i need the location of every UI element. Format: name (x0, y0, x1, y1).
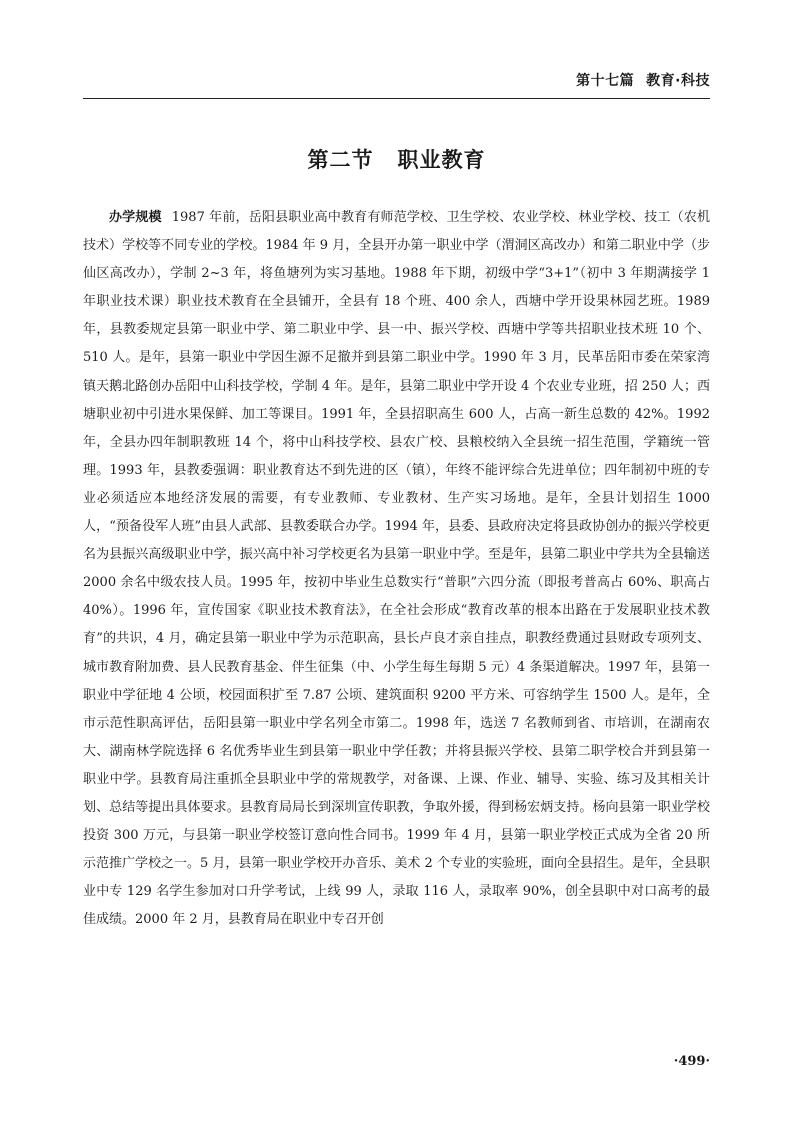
paragraph-lead: 办学规模 (109, 210, 162, 225)
paragraph-text: 1987 年前，岳阳县职业高中教育有师范学校、卫生学校、农业学校、林业学校、技工（农机技术）学校等不同专业的学校。1984 年 9 月，全县开办第一职业中学（渭洞区高改办）和第二职业中学（步仙区高改办），学制 2~3 年，将鱼塘列为实习基地。1988 年下期，初级中学“3+1”（初中 3 年期满接学 1 年职业技术课）职业技术教育在全县铺开，全县有 18 个班、400 余人，西塘中学开设果林园艺班。1989 年，县教委规定县第一职业中学、第二职业中学、县一中、振兴学校、西塘中学等共招职业技术班 10 个、510 人。是年，县第一职业中学因生源不足撤并到县第二职业中学。1990 年 3 月，民革岳阳市委在荣家湾镇天鹅北路创办岳阳中山科技学校，学制 4 年。是年，县第二职业中学开设 4 个农业专业班，招 250 人；西塘职业初中引进水果保鲜、加工等课目。1991 年，全县招职高生 600 人，占高一新生总数的 42%。1992 年，全县办四年制职教班 14 个，将中山科技学校、县农广校、县粮校纳入全县统一招生范围，学籍统一管理。1993 年，县教委强调：职业教育达不到先进的区（镇），年终不能评综合先进单位；四年制初中班的专业必须适应本地经济发展的需要，有专业教师、专业教材、生产实习场地。是年，全县计划招生 1000 人，“预备役军人班”由县人武部、县教委联合办学。1994 年，县委、县政府决定将县政协创办的振兴学校更名为县振兴高级职业中学，振兴高中补习学校更名为县第一职业中学。至是年，县第二职业中学共为全县输送 2000 余名中级农技人员。1995 年，按初中毕业生总数实行“普职”六四分流（即报考普高占 60%、职高占 40%）。1996 年，宣传国家《职业技术教育法》，在全社会形成“教育改革的根本出路在于发展职业技术教育”的共识，4 月，确定县第一职业中学为示范职高，县长卢良才亲自挂点，职教经费通过县财政专项列支、城市教育附加费、县人民教育基金、伴生征集（中、小学生每生每期 5 元）4 条渠道解决。1997 年，县第一职业中学征地 4 公顷，校园面积扩至 7.87 公顷、建筑面积 9200 平方米、可容纳学生 1500 人。是年，全市示范性职高评估，岳阳县第一职业中学名列全市第二。1998 年，选送 7 名教师到省、市培训，在湖南农大、湖南林学院选择 6 名优秀毕业生到县第一职业中学任教；并将县振兴学校、县第二职学校合并到县第一职业中学。县教育局注重抓全县职业中学的常规教学，对备课、上课、作业、辅导、实验、练习及其相关计划、总结等提出具体要求。县教育局局长到深圳宣传职教，争取外援，得到杨宏炳支持。杨向县第一职业学校投资 300 万元，与县第一职业学校签订意向性合同书。1999 年 4 月，县第一职业学校正式成为全省 20 所示范推广学校之一。5 月，县第一职业学校开办音乐、美术 2 个专业的实验班，面向全县招生。是年，全县职业中专 129 名学生参加对口升学考试，上线 99 人，录取 116 人，录取率 90%，创全县职中对口高考的最佳成绩。2000 年 2 月，县教育局在职业中专召开创 (83, 210, 710, 928)
header-topic: 教育·科技 (646, 73, 710, 89)
section-title (0, 144, 793, 174)
header-part: 第十七篇 (576, 73, 635, 89)
section-number: 第二节 (307, 148, 374, 172)
header-rule (83, 98, 710, 99)
section-heading: 职业教育 (397, 148, 486, 172)
running-header (576, 70, 710, 90)
body-paragraph (83, 204, 710, 934)
page-number: ·499· (673, 1054, 710, 1069)
